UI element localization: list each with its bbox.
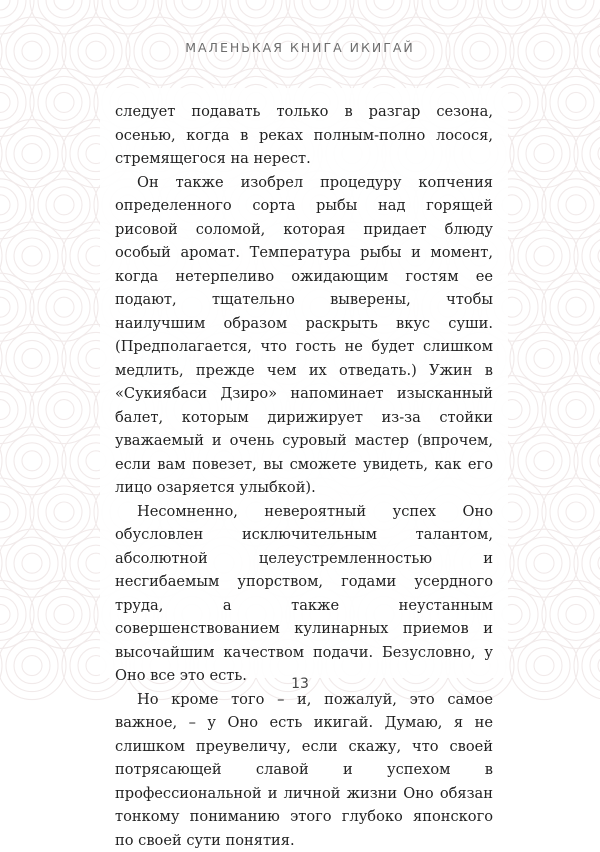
pattern-ring bbox=[478, 0, 546, 34]
pattern-ring bbox=[166, 0, 218, 26]
pattern-ring bbox=[0, 596, 18, 632]
pattern-ring bbox=[294, 0, 346, 26]
pattern-ring bbox=[118, 0, 138, 10]
pattern-ring bbox=[438, 0, 458, 10]
pattern-ring bbox=[0, 324, 2, 392]
pattern-ring bbox=[494, 0, 530, 18]
pattern-ring bbox=[534, 246, 554, 266]
pattern-ring bbox=[350, 0, 418, 34]
pattern-ring bbox=[566, 604, 586, 624]
pattern-ring bbox=[30, 273, 98, 341]
pattern-ring bbox=[22, 144, 42, 164]
pattern-ring bbox=[110, 0, 146, 18]
pattern-ring bbox=[510, 529, 578, 597]
pattern-ring bbox=[526, 238, 562, 274]
pattern-ring bbox=[502, 0, 522, 10]
pattern-ring bbox=[94, 0, 162, 34]
paragraph-3: Несомненно, невероятный успех Оно обусловлен исключительным талантом, абсолютной целеустремленностью и несгибаемым упорством, годами усердного труда, а также неустанным совершенствованием кулинарных приемов и высочайшим качеством подачи. Безусловно, у Оно все это есть. bbox=[115, 500, 493, 688]
pattern-ring bbox=[14, 443, 50, 479]
pattern-ring bbox=[0, 222, 2, 290]
pattern-ring bbox=[0, 120, 66, 188]
pattern-ring bbox=[174, 0, 210, 18]
pattern-ring bbox=[22, 348, 42, 368]
pattern-ring bbox=[38, 0, 90, 26]
pattern-ring bbox=[542, 580, 600, 648]
pattern-ring bbox=[534, 553, 554, 573]
pattern-ring bbox=[542, 68, 600, 136]
pattern-ring bbox=[558, 0, 594, 18]
pattern-ring bbox=[0, 171, 34, 239]
pattern-ring bbox=[30, 376, 98, 444]
pattern-ring bbox=[30, 0, 98, 34]
pattern-ring bbox=[358, 0, 410, 26]
pattern-ring bbox=[0, 222, 66, 290]
pattern-ring bbox=[510, 324, 578, 392]
pattern-ring bbox=[0, 427, 2, 495]
pattern-ring bbox=[30, 478, 98, 546]
pattern-ring bbox=[566, 0, 586, 10]
pattern-ring bbox=[0, 376, 34, 444]
pattern-ring bbox=[46, 187, 82, 223]
pattern-ring bbox=[46, 0, 82, 18]
pattern-ring bbox=[102, 0, 154, 26]
pattern-ring bbox=[0, 580, 34, 648]
pattern-ring bbox=[510, 427, 578, 495]
body-text bbox=[115, 100, 493, 852]
pattern-ring bbox=[54, 604, 74, 624]
paragraph-4: Но кроме того – и, пожалуй, это самое важное, – у Оно есть икигай. Думаю, я не слишком преувеличу, если скажу, что своей потрясающей славой и успехом в профессиональной и личной жизни Оно обязан тонкому пониманию этого глубоко японского по своей сути понятия. bbox=[115, 688, 493, 852]
pattern-ring bbox=[414, 0, 482, 34]
pattern-ring bbox=[22, 246, 42, 266]
pattern-ring bbox=[54, 195, 74, 215]
pattern-ring bbox=[0, 0, 10, 10]
pattern-ring bbox=[14, 238, 50, 274]
pattern-ring bbox=[0, 494, 18, 530]
pattern-ring bbox=[302, 0, 338, 18]
pattern-ring bbox=[54, 400, 74, 420]
pattern-ring bbox=[534, 348, 554, 368]
pattern-ring bbox=[526, 443, 562, 479]
pattern-ring bbox=[0, 273, 34, 341]
pattern-ring bbox=[558, 392, 594, 428]
pattern-ring bbox=[566, 400, 586, 420]
paragraph-1: следует подавать только в разгар сезона, осенью, когда в реках полным-полно лосося, стремящегося на нерест. bbox=[115, 100, 493, 171]
pattern-ring bbox=[0, 92, 10, 112]
pattern-ring bbox=[526, 340, 562, 376]
pattern-ring bbox=[46, 596, 82, 632]
pattern-ring bbox=[0, 478, 34, 546]
pattern-ring bbox=[14, 136, 50, 172]
pattern-ring bbox=[558, 289, 594, 325]
pattern-ring bbox=[0, 84, 18, 120]
pattern-ring bbox=[14, 340, 50, 376]
pattern-ring bbox=[0, 529, 2, 597]
pattern-ring bbox=[422, 0, 474, 26]
pattern-ring bbox=[0, 502, 10, 522]
pattern-ring bbox=[566, 195, 586, 215]
pattern-ring bbox=[566, 297, 586, 317]
pattern-ring bbox=[14, 545, 50, 581]
pattern-ring bbox=[310, 0, 330, 10]
pattern-ring bbox=[542, 273, 600, 341]
pattern-ring bbox=[0, 392, 18, 428]
page-number: 13 bbox=[0, 676, 600, 692]
pattern-ring bbox=[366, 0, 402, 18]
pattern-ring bbox=[534, 144, 554, 164]
pattern-ring bbox=[22, 451, 42, 471]
pattern-ring bbox=[526, 545, 562, 581]
pattern-ring bbox=[542, 376, 600, 444]
pattern-ring bbox=[0, 68, 34, 136]
running-header: МАЛЕНЬКАЯ КНИГА ИКИГАЙ bbox=[0, 40, 600, 55]
pattern-ring bbox=[46, 289, 82, 325]
pattern-ring bbox=[0, 187, 18, 223]
pattern-ring bbox=[566, 502, 586, 522]
pattern-ring bbox=[430, 0, 466, 18]
pattern-ring bbox=[0, 195, 10, 215]
pattern-ring bbox=[54, 502, 74, 522]
pattern-ring bbox=[246, 0, 266, 10]
pattern-ring bbox=[238, 0, 274, 18]
pattern-ring bbox=[374, 0, 394, 10]
pattern-ring bbox=[526, 136, 562, 172]
paragraph-2: Он также изобрел процедуру копчения определенного сорта рыбы над горящей рисовой соломой, которая придает блюду особый аромат. Температура рыбы и момент, когда нетерпеливо ожидающим гостям ее подают, тщательно выверены, чтобы наилучшим образом раскрыть вкус суши. (Предполагается, что гость не будет слишком медлить, прежде чем их отведать.) Ужин в «Сукиябаси Дзиро» напоминает изысканный балет, которым дирижирует из-за стойки уважаемый и очень суровый мастер (впрочем, если вам повезет, вы сможете увидеть, как его лицо озаряется улыбкой). bbox=[115, 171, 493, 500]
pattern-ring bbox=[22, 656, 42, 676]
pattern-ring bbox=[0, 604, 10, 624]
pattern-ring bbox=[510, 222, 578, 290]
pattern-ring bbox=[182, 0, 202, 10]
pattern-ring bbox=[30, 171, 98, 239]
pattern-ring bbox=[550, 0, 600, 26]
pattern-ring bbox=[46, 494, 82, 530]
pattern-ring bbox=[30, 580, 98, 648]
pattern-ring bbox=[558, 84, 594, 120]
pattern-ring bbox=[0, 529, 66, 597]
pattern-ring bbox=[558, 494, 594, 530]
pattern-ring bbox=[0, 400, 10, 420]
pattern-ring bbox=[0, 289, 18, 325]
pattern-ring bbox=[558, 187, 594, 223]
pattern-ring bbox=[0, 297, 10, 317]
pattern-ring bbox=[54, 297, 74, 317]
pattern-ring bbox=[510, 120, 578, 188]
pattern-ring bbox=[54, 92, 74, 112]
pattern-ring bbox=[22, 553, 42, 573]
pattern-ring bbox=[30, 68, 98, 136]
pattern-ring bbox=[486, 0, 538, 26]
pattern-ring bbox=[230, 0, 282, 26]
pattern-ring bbox=[566, 92, 586, 112]
pattern-ring bbox=[222, 0, 290, 34]
pattern-ring bbox=[54, 0, 74, 10]
pattern-ring bbox=[534, 656, 554, 676]
pattern-ring bbox=[0, 427, 66, 495]
pattern-ring bbox=[0, 324, 66, 392]
pattern-ring bbox=[46, 84, 82, 120]
pattern-ring bbox=[542, 478, 600, 546]
pattern-ring bbox=[286, 0, 354, 34]
pattern-ring bbox=[542, 171, 600, 239]
pattern-ring bbox=[558, 596, 594, 632]
pattern-ring bbox=[534, 451, 554, 471]
pattern-ring bbox=[0, 0, 18, 18]
pattern-ring bbox=[0, 120, 2, 188]
pattern-ring bbox=[46, 392, 82, 428]
pattern-ring bbox=[158, 0, 226, 34]
